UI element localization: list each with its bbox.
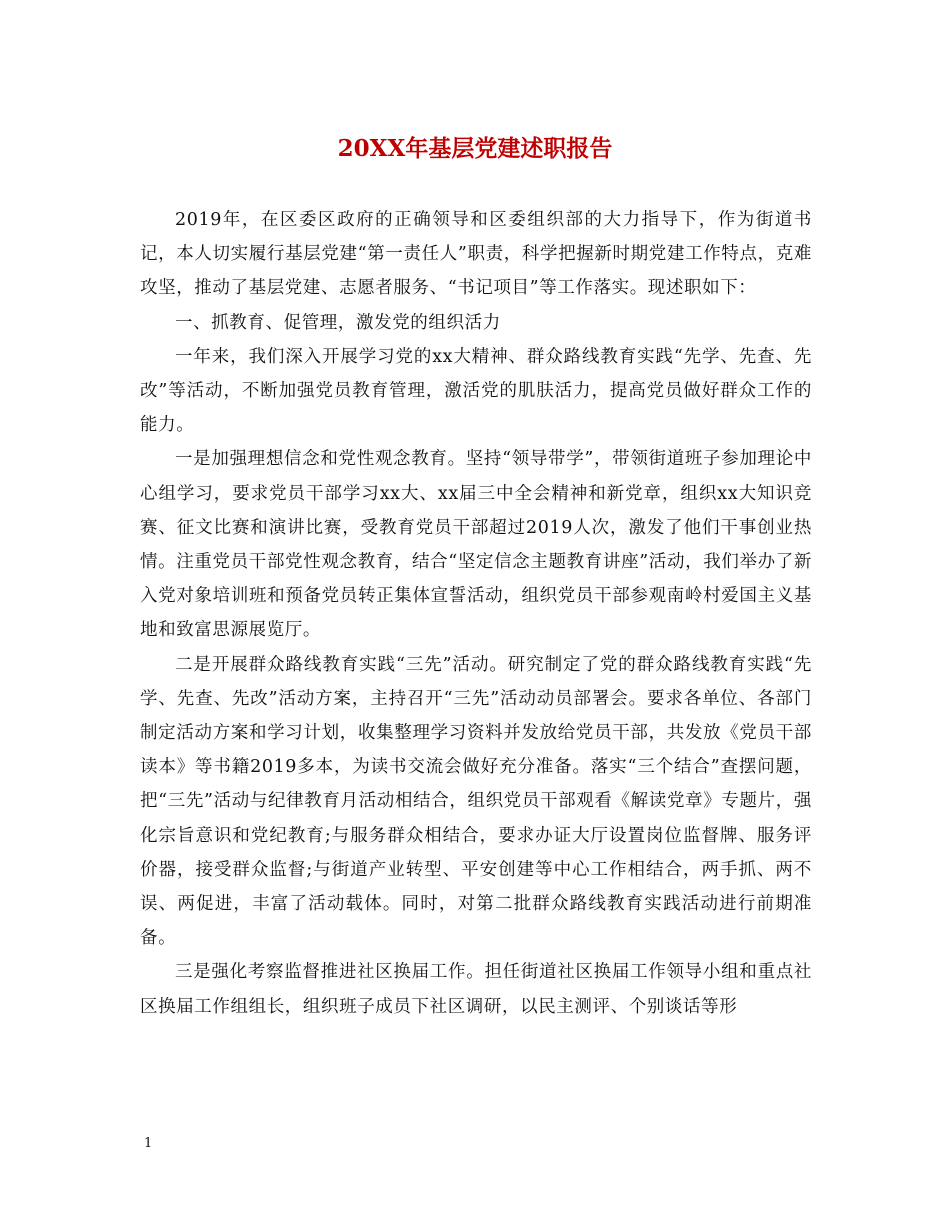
paragraph-point-1: 一是加强理想信念和党性观念教育。坚持“领导带学”，带领街道班子参加理论中心组学习，要求党员干部学习xx大、xx届三中全会精神和新党章，组织xx大知识竞赛、征文比赛和演讲比赛，受教育党员干部超过2019人次，激发了他们干事创业热情。注重党员干部党性观念教育，结合“坚定信念主题教育讲座”活动，我们举办了新入党对象培训班和预备党员转正集体宣誓活动，组织党员干部参观南岭村爱国主义基地和致富思源展览厅。 xyxy=(140,449,812,641)
paragraph-point-3: 三是强化考察监督推进社区换届工作。担任街道社区换届工作领导小组和重点社区换届工作组组长，组织班子成员下社区调研，以民主测评、个别谈话等形 xyxy=(140,962,812,1017)
page-number: 1 xyxy=(144,1136,153,1151)
paragraph-overview: 一年来，我们深入开展学习党的xx大精神、群众路线教育实践“先学、先查、先改”等活动，不断加强党员教育管理，激活党的肌肤活力，提高党员做好群众工作的能力。 xyxy=(140,346,812,436)
document-body xyxy=(140,203,812,1024)
paragraph-point-2: 二是开展群众路线教育实践“三先”活动。研究制定了党的群众路线教育实践“先学、先查、先改”活动方案，主持召开“三先”活动动员部署会。要求各单位、各部门制定活动方案和学习计划，收集整理学习资料并发放给党员干部，共发放《党员干部读本》等书籍2019多本，为读书交流会做好充分准备。落实“三个结合”查摆问题，把“三先”活动与纪律教育月活动相结合，组织党员干部观看《解读党章》专题片，强化宗旨意识和党纪教育;与服务群众相结合，要求办证大厅设置岗位监督牌、服务评价器，接受群众监督;与街道产业转型、平安创建等中心工作相结合，两手抓、两不误、两促进，丰富了活动载体。同时，对第二批群众路线教育实践活动进行前期准备。 xyxy=(140,654,812,949)
document-title: 20XX年基层党建述职报告 xyxy=(337,135,613,162)
paragraph-intro: 2019年，在区委区政府的正确领导和区委组织部的大力指导下，作为街道书记，本人切实履行基层党建“第一责任人”职责，科学把握新时期党建工作特点，克难攻坚，推动了基层党建、志愿者服务、“书记项目”等工作落实。现述职如下： xyxy=(140,210,812,299)
section-heading-1: 一、抓教育、促管理，激发党的组织活力 xyxy=(175,312,501,333)
